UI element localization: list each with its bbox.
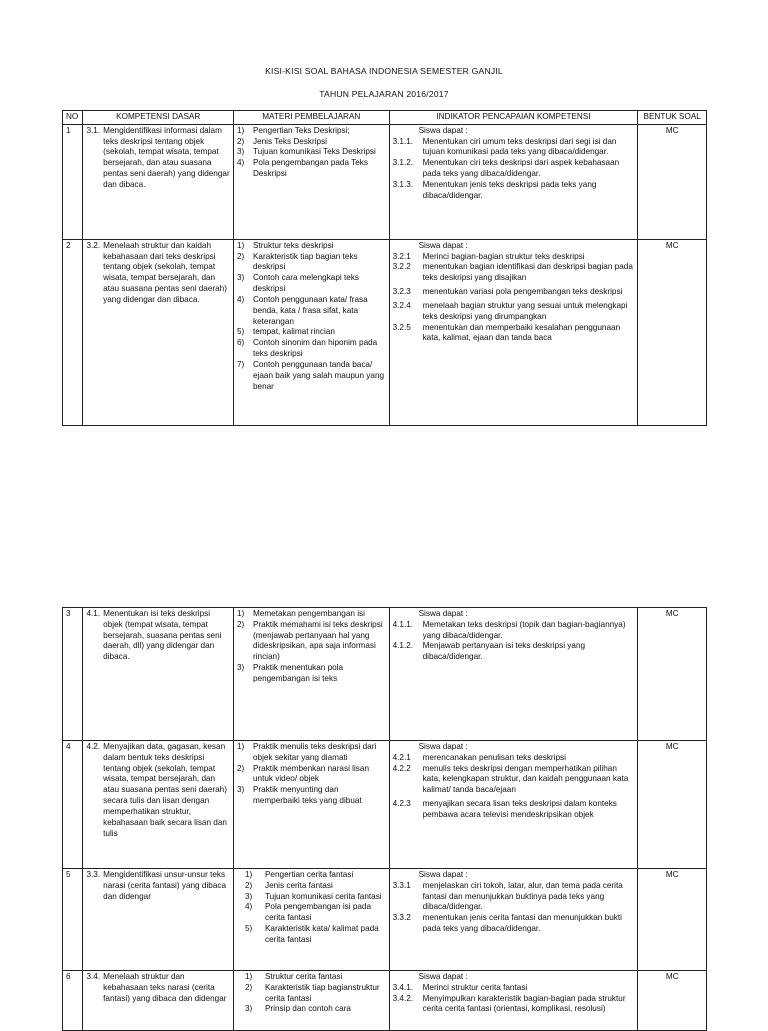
indikator-intro: Siswa dapat : bbox=[418, 240, 468, 250]
table-row bbox=[63, 971, 707, 1031]
row-no: 3 bbox=[63, 608, 83, 741]
kd-code: 3.2. bbox=[86, 240, 101, 250]
list-item: 2) Praktik membenkan narasi lisan untuk video/ objek bbox=[236, 763, 370, 784]
list-item: 3.2.1 Merinci bagian-bagian struktur teks deskripsi bbox=[392, 251, 585, 261]
list-item: 3.4.2. Menyimpulkan karakteristik bagian-bagian pada struktur cerita cerita fantasi (orientasi, komplikasi, resolusi) bbox=[392, 993, 626, 1014]
row-no: 6 bbox=[63, 971, 83, 1031]
row-no: 1 bbox=[63, 124, 83, 239]
list-item: 1) Pengertian Teks Deskripsi; bbox=[236, 125, 350, 135]
list-item: 5) tempat, kalimat rincian bbox=[236, 327, 335, 337]
list-item: 3) Praktik menyunting dan memperbaiki teks yang dibuat bbox=[236, 785, 362, 806]
list-item: 3.2.4 menelaah bagian struktur yang sesuai untuk melengkapi teks deskripsi yang dirumpangkan bbox=[392, 300, 628, 321]
indikator-intro: Siswa dapat : bbox=[418, 972, 468, 981]
list-item: 3.2.2 menentukan bagian identifikasi dan deskripsi bagian pada teks deskripsi yang disajikan bbox=[392, 262, 633, 283]
bentuk-soal-cell: MC bbox=[638, 239, 707, 425]
kisi-kisi-table-2 bbox=[62, 607, 707, 1031]
kd-text: Mengidentifikasi informasi dalam teks deskripsi tentang objek (sekolah, tempat wisata, tempat bersejarah, dan atau suasana pentas seni daerah) yang didengar dan dibaca. bbox=[103, 125, 230, 189]
list-item: 3.2.3 menentukan variasi pola pengembangan teks deskripsi bbox=[392, 287, 623, 297]
header-materi: MATERI PEMBELAJARAN bbox=[233, 111, 389, 125]
indikator-cell bbox=[389, 124, 638, 239]
table-row bbox=[63, 239, 707, 425]
indikator-cell bbox=[389, 869, 638, 971]
list-item: 3.1.2. Menentukan ciri teks deskripsi dari aspek kebahasaan pada teks yang dibaca/didengar. bbox=[392, 158, 620, 179]
materi-cell bbox=[233, 239, 389, 425]
list-item: 4) Contoh penggunaan kata/ frasa benda, kata / frasa sifat, kata keterangan bbox=[236, 294, 368, 326]
list-item: 3.3.1 menjelaskan ciri tokoh, latar, alur, dan tema pada cerita fantasi dan menunjukkan buktinya pada teks yang dibaca/didengar. bbox=[392, 880, 623, 912]
bentuk-soal-cell: MC bbox=[638, 124, 707, 239]
kd-code: 3.4. bbox=[86, 972, 101, 981]
list-item: 7) Contoh penggunaan tanda baca/ ejaan baik yang salah maupun yang benar bbox=[236, 359, 385, 391]
list-item: 4.2.1 merencanakan penulisan teks deskripsi bbox=[392, 752, 566, 762]
header-indikator: INDIKATOR PENCAPAIAN KOMPETENSI bbox=[389, 111, 638, 125]
kompetensi-dasar-cell bbox=[83, 239, 234, 425]
list-item: 4.1.1. Memetakan teks deskripsi (topik dan bagian-bagiannya) yang dibaca/didengar. bbox=[392, 619, 626, 640]
kisi-kisi-table-1 bbox=[62, 110, 707, 426]
table-row bbox=[63, 741, 707, 869]
list-item: 3) Tujuan komunikasi Teks Deskripsi bbox=[236, 147, 376, 157]
indikator-intro: Siswa dapat : bbox=[418, 870, 468, 879]
kd-code: 4.2. bbox=[86, 742, 101, 751]
list-item: 1) Struktur cerita fantasi bbox=[244, 972, 343, 981]
list-item: 4) Pola pengembangan isi pada cerita fantasi bbox=[244, 902, 372, 923]
materi-cell bbox=[233, 869, 389, 971]
header-no: NO bbox=[63, 111, 83, 125]
table-row bbox=[63, 869, 707, 971]
materi-cell bbox=[233, 608, 389, 741]
bentuk-soal-cell: MC bbox=[638, 971, 707, 1031]
document-title: KISI-KISI SOAL BAHASA INDONESIA SEMESTER GANJIL bbox=[265, 66, 503, 76]
bentuk-soal-cell: MC bbox=[638, 608, 707, 741]
list-item: 6) Contoh sinonim dan hiponim pada teks deskripsi bbox=[236, 338, 378, 359]
list-item: 3.1.1. Menentukan ciri umum teks deskripsi dari segi isi dan tujuan komunikasi pada teks yang dibaca/didengar. bbox=[392, 136, 617, 157]
list-item: 3.4.1. Merinci struktur cerita fantasi bbox=[392, 982, 528, 992]
kompetensi-dasar-cell bbox=[83, 971, 234, 1031]
list-item: 4) Pola pengembangan pada Teks Deskripsi bbox=[236, 158, 368, 179]
kd-text: Menelaah struktur dan kebahasaan teks narasi (cerita fantasi) yang dibaca dan didengar bbox=[103, 972, 227, 1003]
header-kompetensi-dasar: KOMPETENSI DASAR bbox=[83, 111, 234, 125]
kd-code: 3.1. bbox=[86, 125, 101, 135]
row-no: 4 bbox=[63, 741, 83, 869]
list-item: 3) Praktik menentukan pola pengembangan isi teks bbox=[236, 663, 344, 683]
list-item: 1) Pengertian cerita fantasi bbox=[244, 870, 354, 879]
indikator-intro: Siswa dapat : bbox=[418, 742, 468, 751]
materi-cell bbox=[233, 124, 389, 239]
indikator-intro: Siswa dapat : bbox=[418, 609, 468, 618]
table-row bbox=[63, 124, 707, 239]
list-item: 2) Karakteristik tiap bagianstruktur cerita fantasi bbox=[244, 982, 380, 1003]
list-item: 4.1.2. Menjawab pertanyaan isi teks deskripsi yang dibaca/didengar. bbox=[392, 641, 586, 662]
list-item: 3) Prinsip dan contoh cara bbox=[244, 1004, 351, 1014]
list-item: 3.2.5 menentukan dan memperbaiki kesalahan penggunaan kata, kalimat, ejaan dan tanda baca bbox=[392, 322, 621, 343]
materi-cell bbox=[233, 971, 389, 1031]
table-row bbox=[63, 608, 707, 741]
kd-text: Menelaah struktur dan kaidah kebahasaan dari teks deskripsi tentang objek (sekolah, tempat wisata, tempat bersejarah, dan atau suasana pentas seni daerah) yang didengar dan dibaca. bbox=[103, 240, 227, 304]
kd-code: 4.1. bbox=[86, 609, 101, 618]
list-item: 1) Struktur teks deskripsi bbox=[236, 240, 334, 250]
list-item: 2) Jenis cerita fantasi bbox=[244, 880, 333, 890]
bentuk-soal-cell: MC bbox=[638, 869, 707, 971]
kompetensi-dasar-cell bbox=[83, 869, 234, 971]
kd-code: 3.3. bbox=[86, 870, 101, 879]
list-item: 2) Praktik memahami isi teks deskripsi (menjawab pertanyaan hal yang dideskripsikan, apa saja informasi rincian) bbox=[236, 619, 383, 662]
bentuk-soal-cell: MC bbox=[638, 741, 707, 869]
list-item: 4.2.2 menulis teks deskripsi dengan memperhatikan pilihan kata, kelengkapan struktur, dan kaidah penggunaan kata kalimat/ tanda baca/ejaan bbox=[392, 763, 629, 795]
indikator-cell bbox=[389, 239, 638, 425]
indikator-intro: Siswa dapat : bbox=[418, 125, 468, 135]
header-bentuk-soal: BENTUK SOAL bbox=[638, 111, 707, 125]
list-item: 1) Memetakan pengembangan isi bbox=[236, 609, 365, 618]
list-item: 3) Tujuan komunikasi cerita fantasi bbox=[244, 891, 382, 901]
list-item: 3.1.3. Menentukan jenis teks deskripsi pada teks yang dibaca/didengar. bbox=[392, 179, 597, 200]
kompetensi-dasar-cell bbox=[83, 741, 234, 869]
indikator-cell bbox=[389, 741, 638, 869]
indikator-cell bbox=[389, 971, 638, 1031]
kompetensi-dasar-cell bbox=[83, 608, 234, 741]
table-header-row bbox=[63, 111, 707, 125]
indikator-cell bbox=[389, 608, 638, 741]
row-no: 5 bbox=[63, 869, 83, 971]
kd-text: Mengidentifikasi unsur-unsur teks narasi (cerita fantasi) yang dibaca dan didengar bbox=[103, 870, 227, 901]
kd-text: Menyajikan data, gagasan, kesan dalam bentuk teks deskripsi tentang objek (sekolah, tempat wisata, tempat bersejarah, dan atau suasana pentas seni daerah) secara tulis dan lisan dengan memperhatikan struktur, kebahasaan baik secara lisan dan tulis bbox=[103, 742, 227, 838]
list-item: 4.2.3 menyajikan secara lisan teks deskripsi dalam konteks pembawa acara televisi mendeskripsikan objek bbox=[392, 799, 617, 819]
list-item: 3) Contoh cara melengkapi teks deskripsi bbox=[236, 273, 360, 294]
kd-text: Menentukan isi teks deskripsi objek (tempat wisata, tempat bersejarah, suasana pentas seni daerah, dll) yang didengar dan dibaca. bbox=[103, 609, 222, 662]
row-no: 2 bbox=[63, 239, 83, 425]
list-item: 1) Praktik menulis teks deskripsi dari objek sekitar yang diamati bbox=[236, 742, 377, 762]
document-subtitle: TAHUN PELAJARAN 2016/2017 bbox=[319, 89, 449, 99]
list-item: 2) Jenis Teks Deskripsi bbox=[236, 136, 327, 146]
list-item: 2) Karakteristik tiap bagian teks deskripsi bbox=[236, 251, 358, 272]
list-item: 3.3.2 menentukan jenis cerita fantasi dan menunjukkan bukti pada teks yang dibaca/didengar. bbox=[392, 913, 622, 934]
materi-cell bbox=[233, 741, 389, 869]
kompetensi-dasar-cell bbox=[83, 124, 234, 239]
list-item: 5) Karakteristik kata/ kalimat pada cerita fantasi bbox=[244, 924, 379, 944]
